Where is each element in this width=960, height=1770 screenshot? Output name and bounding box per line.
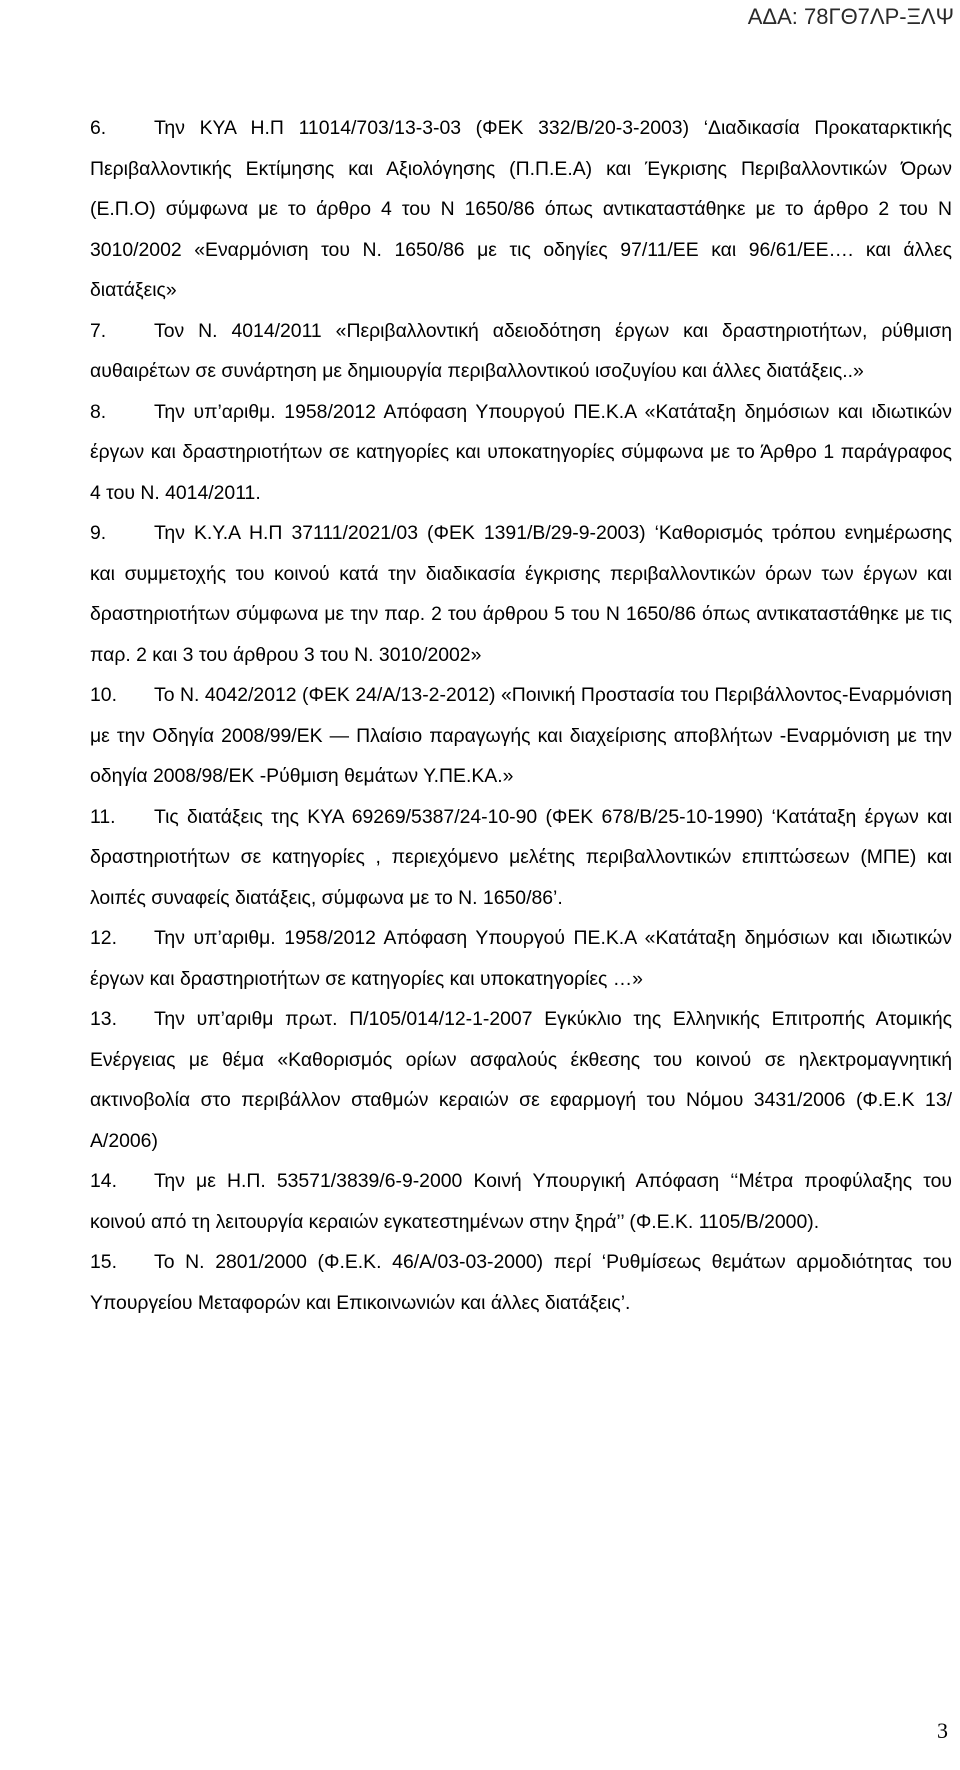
list-item: [90, 1161, 952, 1242]
list-item: [90, 918, 952, 999]
item-text: Το Ν. 2801/2000 (Φ.Ε.Κ. 46/Α/03-03-2000) περί ‘Ρυθμίσεως θεμάτων αρμοδιότητας του Υπουργείου Μεταφορών και Επικοινωνιών και άλλες διατάξεις’.: [90, 1251, 952, 1314]
list-item: [90, 513, 952, 675]
item-number: 13.: [90, 1008, 117, 1030]
item-text: Τις διατάξεις της ΚΥΑ 69269/5387/24-10-90 (ΦΕΚ 678/Β/25-10-1990) ‘Κατάταξη έργων και δραστηριοτήτων σε κατηγορίες , περιεχόμενο μελέτης περιβαλλοντικών επιπτώσεων (ΜΠΕ) και λοιπές συναφείς διατάξεις, σύμφωνα με το Ν. 1650/86’.: [90, 805, 952, 909]
list-item: [90, 797, 952, 919]
list-item: [90, 999, 952, 1161]
item-text: Την υπ’αριθμ πρωτ. Π/105/014/12-1-2007 Εγκύκλιο της Ελληνικής Επιτροπής Ατομικής Ενέργειας με θέμα «Καθορισμός ορίων ασφαλούς έκθεσης του κοινού σε ηλεκτρομαγνητική ακτινοβολία στο περιβάλλον σταθμών κεραιών σε εφαρμογή του Νόμου 3431/2006 (Φ.Ε.Κ 13/Α/2006): [90, 1008, 952, 1152]
item-number: 8.: [90, 400, 107, 423]
item-text: Την με Η.Π. 53571/3839/6-9-2000 Κοινή Υπουργική Απόφαση ‘‘Μέτρα προφύλαξης του κοινού από τη λειτουργία κεραιών εγκατεστημένων στην ξηρά’’ (Φ.Ε.Κ. 1105/Β/2000).: [90, 1170, 952, 1233]
list-item: [90, 675, 952, 797]
item-text: Την ΚΥΑ Η.Π 11014/703/13-3-03 (ΦΕΚ 332/Β/20-3-2003) ‘Διαδικασία Προκαταρκτικής Περιβαλλοντικής Εκτίμησης και Αξιολόγησης (Π.Π.Ε.Α) και Έγκρισης Περιβαλλοντικών Όρων (Ε.Π.Ο) σύμφωνα με το άρθρο 4 του Ν 1650/86 όπως αντικαταστάθηκε με το άρθρο 2 του Ν 3010/2002 «Εναρμόνιση του Ν. 1650/86 με τις οδηγίες 97/11/ΕΕ και 96/61/ΕΕ…. και άλλες διατάξεις»: [90, 117, 952, 301]
item-text: Την υπ’αριθμ. 1958/2012 Απόφαση Υπουργού ΠΕ.Κ.Α «Κατάταξη δημόσιων και ιδιωτικών έργων και δραστηριοτήτων σε κατηγορίες και υποκατηγορίες …»: [90, 927, 952, 990]
item-number: 15.: [90, 1251, 117, 1273]
item-number: 7.: [90, 319, 107, 342]
item-number: 11.: [90, 805, 116, 828]
item-number: 12.: [90, 927, 117, 949]
list-item: [90, 1242, 952, 1323]
item-text: Την υπ’αριθμ. 1958/2012 Απόφαση Υπουργού ΠΕ.Κ.Α «Κατάταξη δημόσιων και ιδιωτικών έργων και δραστηριοτήτων σε κατηγορίες και υποκατηγορίες σύμφωνα με το Άρθρο 1 παράγραφος 4 του Ν. 4014/2011.: [90, 400, 952, 504]
item-number: 10.: [90, 684, 117, 706]
item-text: Τον Ν. 4014/2011 «Περιβαλλοντική αδειοδότηση έργων και δραστηριοτήτων, ρύθμιση αυθαιρέτων σε συνάρτηση με δημιουργία περιβαλλοντικού ισοζυγίου και άλλες διατάξεις..»: [90, 319, 952, 382]
ada-identifier: ΑΔΑ: 78ΓΘ7ΛΡ-ΞΛΨ: [747, 4, 954, 29]
page-number: 3: [937, 1718, 948, 1743]
item-number: 6.: [90, 117, 107, 139]
item-number: 9.: [90, 522, 107, 544]
item-text: Την Κ.Υ.Α Η.Π 37111/2021/03 (ΦΕΚ 1391/Β/29-9-2003) ‘Καθορισμός τρόπου ενημέρωσης και συμμετοχής του κοινού κατά την διαδικασία έγκρισης περιβαλλοντικών όρων των έργων και δραστηριοτήτων σύμφωνα με την παρ. 2 του άρθρου 5 του Ν 1650/86 όπως αντικαταστάθηκε με τις παρ. 2 και 3 του άρθρου 3 του Ν. 3010/2002»: [90, 522, 952, 666]
item-number: 14.: [90, 1170, 117, 1192]
list-item: [90, 108, 952, 311]
document-body: [90, 108, 952, 1323]
list-item: [90, 311, 952, 392]
list-item: [90, 392, 952, 514]
item-text: Το Ν. 4042/2012 (ΦΕΚ 24/Α/13-2-2012) «Ποινική Προστασία του Περιβάλλοντος-Εναρμόνιση με την Οδηγία 2008/99/ΕΚ — Πλαίσιο παραγωγής και διαχείρισης αποβλήτων -Εναρμόνιση με την οδηγία 2008/98/ΕΚ -Ρύθμιση θεμάτων Υ.ΠΕ.ΚΑ.»: [90, 684, 952, 787]
